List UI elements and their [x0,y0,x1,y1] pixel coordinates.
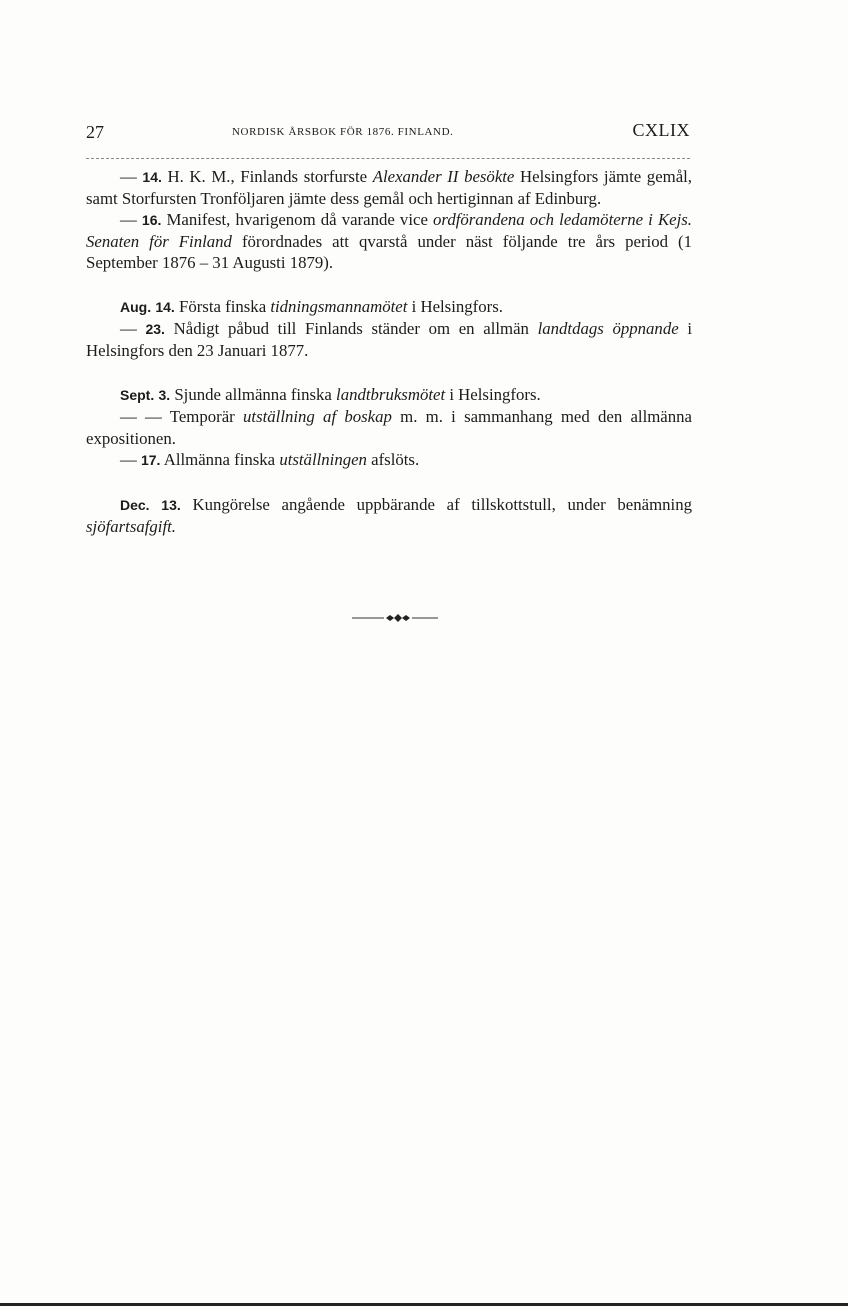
entry-day: 3. [158,387,171,403]
entry-day: 14. [155,299,175,315]
entry-dash: — [120,210,142,229]
entry-day: 14. [142,169,162,185]
entry [86,318,692,361]
entry-day: — [145,407,162,426]
entry-italic-text: ordförandena och ledamöterne i Kejs. Senaten för Finland [86,210,692,251]
entry-text: H. K. M., Finlands storfurste [167,167,373,186]
entry [86,166,692,209]
page-number: 27 [86,122,104,142]
entry-text: i Helsingfors. [445,385,541,404]
entry-day: 17. [140,452,161,468]
running-title: NORDISK ÅRSBOK FÖR 1876. FINLAND. [232,126,454,138]
header-rule [86,158,690,159]
entry-text: Sjunde allmänna finska [174,385,337,404]
entry-text: Helsingfors jämte gemål, samt Storfursten Tronföljaren jämte dess gemål och hertiginnan af Edinburg. [86,167,693,208]
entry-italic-text: landtbruksmötet [336,385,446,404]
entry-italic-text: utställning af boskap [243,407,392,426]
entry-text: i Helsingfors. [407,297,503,316]
entry-text: Allmänna finska [163,450,280,469]
entry-month: Aug. [120,299,152,315]
entry-day: 16. [141,212,162,228]
entry [86,494,692,537]
scan-bottom-edge [0,1303,848,1306]
chronicle-body [86,166,692,537]
section-gap [86,273,692,296]
entry-text: Manifest, hvarigenom då varande vice [166,210,434,229]
end-ornament [350,612,440,624]
entry [86,406,692,449]
entry-italic-text: tidningsmannamötet [270,297,408,316]
entry-text: afslöts. [366,450,420,469]
section-gap [86,471,692,494]
roman-page-numeral: CXLIX [632,120,690,140]
entry-dash: — [120,407,146,426]
entry-text: m. m. i sammanhang med den allmänna expositionen. [86,407,692,448]
entry-italic-text: utställningen [279,450,367,469]
entry-text: Första finska [178,297,271,316]
section-gap [86,361,692,384]
entry-italic-text: landtdags öppnande [537,319,679,338]
entry-dash: — [120,167,143,186]
entry-italic-text: Alexander II besökte [372,167,515,186]
entry [86,449,692,471]
entry [86,384,692,406]
entry-day: 23. [145,321,165,337]
page-header [86,118,690,146]
entry-month: Dec. [120,497,150,513]
entry-dash: — [120,450,141,469]
entry [86,209,692,273]
entry-italic-text: sjöfartsafgift. [86,517,176,536]
entry-text: i Helsingfors den 23 Januari 1877. [86,319,692,360]
entry-month: Sept. [120,387,155,403]
entry-text: Temporär [169,407,244,426]
entry-text: förordnades att qvarstå under näst följande tre års period (1 September 1876 – 31 Augusti 1879). [86,232,693,272]
entry-text: Nådigt påbud till Finlands ständer om en allmän [173,319,538,338]
entry-day: 13. [161,497,181,513]
entry-text: Kungörelse angående uppbärande af tillskottstull, under benämning [192,495,692,514]
entry [86,296,692,318]
entry-dash: — [120,319,146,338]
